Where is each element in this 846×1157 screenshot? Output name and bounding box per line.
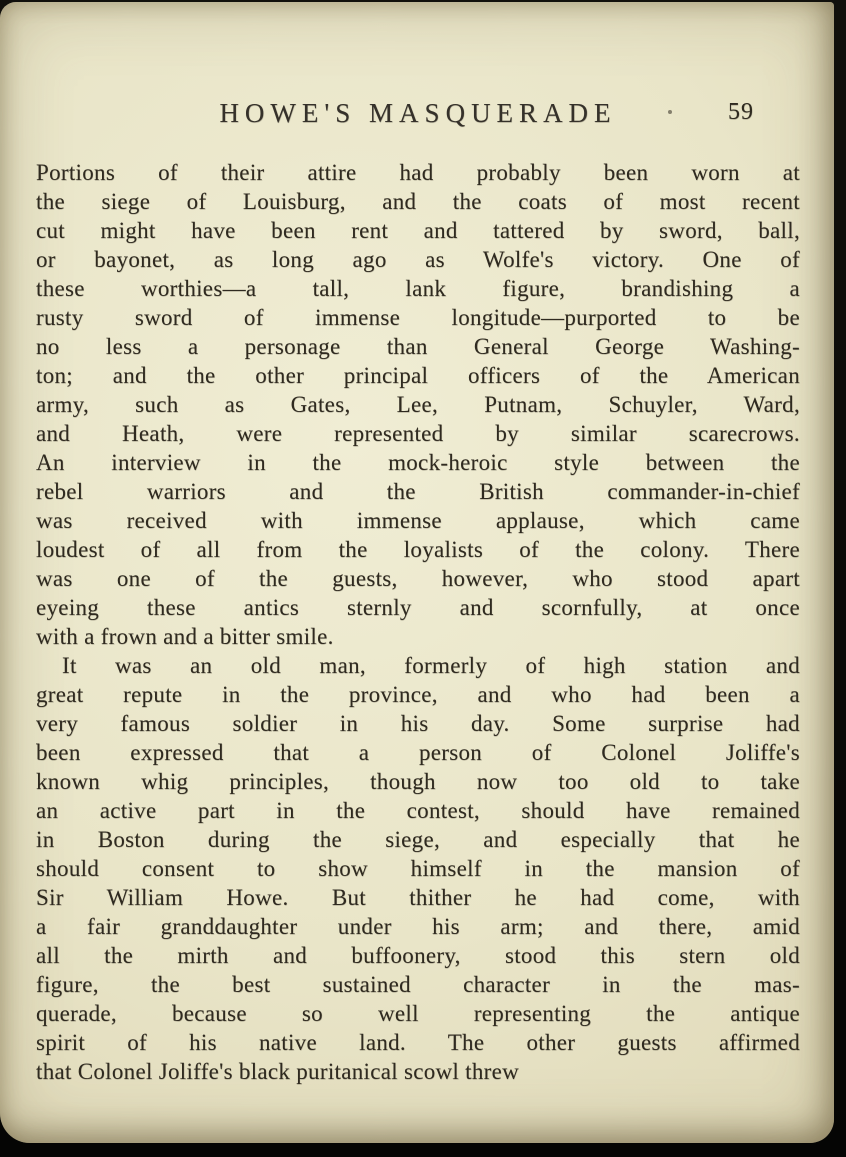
text-line: Sir William Howe. But thither he had come, with <box>36 885 800 910</box>
text-line: querade, because so well representing the antique <box>36 1001 800 1026</box>
body-text <box>36 158 800 1086</box>
text-line: spirit of his native land. The other guests affirmed <box>36 1030 800 1055</box>
page-content <box>36 98 800 1086</box>
text-line: all the mirth and buffoonery, stood this stern old <box>36 943 800 968</box>
text-line: Portions of their attire had probably been worn at <box>36 160 800 185</box>
text-line: very famous soldier in his day. Some surprise had <box>36 711 800 736</box>
text-line: known whig principles, though now too old to take <box>36 769 800 794</box>
text-line: a fair granddaughter under his arm; and there, amid <box>36 914 800 939</box>
text-line: an active part in the contest, should have remained <box>36 798 800 823</box>
text-line: should consent to show himself in the mansion of <box>36 856 800 881</box>
text-line: that Colonel Joliffe's black puritanical scowl threw <box>36 1059 520 1084</box>
text-line: and Heath, were represented by similar scarecrows. <box>36 421 800 446</box>
book-page <box>0 2 834 1143</box>
text-line: these worthies—a tall, lank figure, brandishing a <box>36 276 800 301</box>
text-line: cut might have been rent and tattered by sword, ball, <box>36 218 800 243</box>
text-line: the siege of Louisburg, and the coats of most recent <box>36 189 800 214</box>
text-line: no less a personage than General George Washing- <box>36 334 800 359</box>
text-line: eyeing these antics sternly and scornfully, at once <box>36 595 800 620</box>
text-line: figure, the best sustained character in the mas- <box>36 972 800 997</box>
text-line: rusty sword of immense longitude—purported to be <box>36 305 800 330</box>
page-header <box>36 98 800 132</box>
paragraph-2 <box>36 651 800 1086</box>
text-line: loudest of all from the loyalists of the colony. There <box>36 537 800 562</box>
page-number: 59 <box>728 99 754 125</box>
text-line: rebel warriors and the British commander-in-chief <box>36 479 800 504</box>
page-title: HOWE'S MASQUERADE <box>219 98 617 128</box>
text-line: ton; and the other principal officers of the American <box>36 363 800 388</box>
text-line: great repute in the province, and who had been a <box>36 682 800 707</box>
text-line: was one of the guests, however, who stood apart <box>36 566 800 591</box>
text-line: or bayonet, as long ago as Wolfe's victory. One of <box>36 247 800 272</box>
ink-speck <box>668 110 672 114</box>
text-line: been expressed that a person of Colonel Joliffe's <box>36 740 800 765</box>
text-line: in Boston during the siege, and especially that he <box>36 827 800 852</box>
text-line: An interview in the mock-heroic style between the <box>36 450 800 475</box>
paragraph-1 <box>36 158 800 651</box>
text-line: army, such as Gates, Lee, Putnam, Schuyler, Ward, <box>36 392 800 417</box>
text-line: It was an old man, formerly of high station and <box>62 653 800 678</box>
text-line: was received with immense applause, which came <box>36 508 800 533</box>
text-line: with a frown and a bitter smile. <box>36 624 334 649</box>
